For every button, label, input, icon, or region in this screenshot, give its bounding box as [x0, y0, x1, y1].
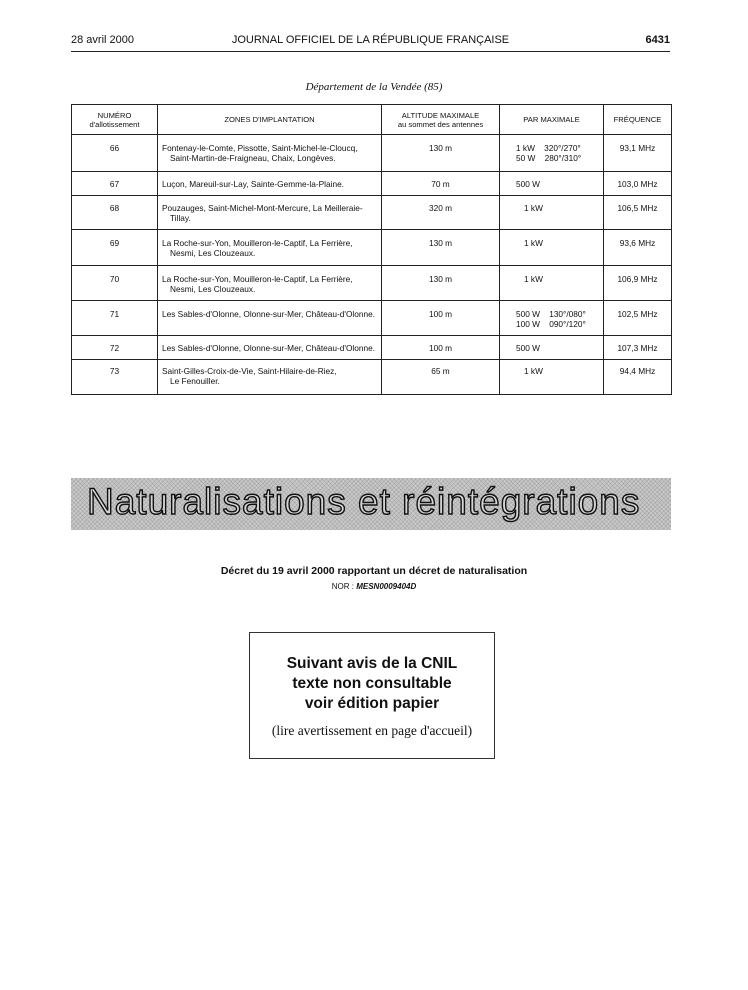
nor-label: NOR :	[331, 582, 357, 591]
cell-zone	[158, 135, 382, 172]
zone-line: Tillay.	[170, 213, 191, 223]
decret-title: Décret du 19 avril 2000 rapportant un décret de naturalisation	[220, 565, 528, 577]
cell-altitude: 100 m	[382, 336, 500, 360]
header-numero-line2: d'allotissement	[89, 119, 140, 129]
cell-numero: 73	[72, 360, 158, 395]
cnil-notice-box	[249, 632, 495, 759]
cell-numero: 68	[72, 196, 158, 230]
header-numero-line1: NUMÉRO	[97, 110, 132, 120]
page-header	[71, 34, 670, 52]
cell-zone	[158, 266, 382, 301]
cell-frequence: 106,5 MHz	[604, 196, 672, 230]
allotment-table	[71, 104, 672, 395]
cell-frequence: 94,4 MHz	[604, 360, 672, 395]
zone-line: Pouzauges, Saint-Michel-Mont-Mercure, La Meilleraie-	[162, 203, 363, 213]
cell-altitude: 100 m	[382, 301, 500, 336]
par-line: 1 kW	[524, 274, 543, 284]
cell-frequence: 93,1 MHz	[604, 135, 672, 172]
cell-par	[500, 360, 604, 395]
par-line: 500 W	[516, 343, 540, 353]
page-number: 6431	[645, 34, 670, 46]
par-line: 100 W 090°/120°	[516, 319, 586, 329]
nor-code: MESN0009404D	[356, 582, 417, 591]
cell-zone	[158, 336, 382, 360]
cell-altitude: 320 m	[382, 196, 500, 230]
cell-par	[500, 135, 604, 172]
table-row	[72, 135, 672, 172]
cell-altitude: 70 m	[382, 172, 500, 196]
table-row	[72, 301, 672, 336]
cell-altitude: 65 m	[382, 360, 500, 395]
zone-line: Le Fenouiller.	[170, 376, 220, 386]
header-altitude	[382, 105, 500, 135]
zone-line: Les Sables-d'Olonne, Olonne-sur-Mer, Château-d'Olonne.	[162, 309, 376, 319]
table-header-row	[72, 105, 672, 135]
journal-title: JOURNAL OFFICIEL DE LA RÉPUBLIQUE FRANÇAISE	[231, 34, 510, 46]
cell-frequence: 102,5 MHz	[604, 301, 672, 336]
cell-numero: 69	[72, 230, 158, 266]
table-row	[72, 266, 672, 301]
header-frequence: FRÉQUENCE	[604, 105, 672, 135]
cnil-line-2: texte non consultable	[292, 675, 452, 692]
cell-zone	[158, 230, 382, 266]
section-title: Naturalisations et réintégrations	[87, 481, 641, 522]
cell-numero: 67	[72, 172, 158, 196]
par-line: 1 kW 320°/270°	[516, 143, 581, 153]
zone-line: La Roche-sur-Yon, Mouilleron-le-Captif, La Ferrière,	[162, 274, 353, 284]
par-line: 1 kW	[524, 366, 543, 376]
par-line: 500 W 130°/080°	[516, 309, 586, 319]
zone-line: Fontenay-le-Comte, Pissotte, Saint-Michel-le-Cloucq,	[162, 143, 358, 153]
table-row	[72, 196, 672, 230]
cell-zone	[158, 172, 382, 196]
zone-line: Saint-Martin-de-Fraigneau, Chaix, Longèves.	[170, 153, 336, 163]
cell-zone	[158, 196, 382, 230]
nor-line	[0, 582, 748, 591]
cell-par	[500, 230, 604, 266]
cell-par	[500, 336, 604, 360]
cell-par	[500, 172, 604, 196]
header-rule	[71, 51, 670, 52]
cell-altitude: 130 m	[382, 135, 500, 172]
zone-line: Nesmi, Les Clouzeaux.	[170, 248, 256, 258]
cell-frequence: 103,0 MHz	[604, 172, 672, 196]
zone-line: Saint-Gilles-Croix-de-Vie, Saint-Hilaire-de-Riez,	[162, 366, 337, 376]
cnil-line-3: voir édition papier	[304, 695, 440, 712]
header-date: 28 avril 2000	[71, 34, 134, 46]
par-line: 1 kW	[524, 203, 543, 213]
header-zones: ZONES D'IMPLANTATION	[158, 105, 382, 135]
cell-zone	[158, 360, 382, 395]
cell-numero: 71	[72, 301, 158, 336]
par-line: 500 W	[516, 179, 540, 189]
cell-frequence: 107,3 MHz	[604, 336, 672, 360]
cell-numero: 72	[72, 336, 158, 360]
cell-zone	[158, 301, 382, 336]
cell-altitude: 130 m	[382, 230, 500, 266]
cell-frequence: 106,9 MHz	[604, 266, 672, 301]
cell-par	[500, 301, 604, 336]
cell-frequence: 93,6 MHz	[604, 230, 672, 266]
zone-line: Luçon, Mareuil-sur-Lay, Sainte-Gemme-la-Plaine.	[162, 179, 344, 189]
table-row	[72, 336, 672, 360]
cnil-line-4: (lire avertissement en page d'accueil)	[271, 723, 473, 738]
table-row	[72, 230, 672, 266]
cell-altitude: 130 m	[382, 266, 500, 301]
cnil-line-1: Suivant avis de la CNIL	[286, 655, 458, 672]
cell-numero: 70	[72, 266, 158, 301]
header-altitude-line1: ALTITUDE MAXIMALE	[401, 110, 480, 120]
table-row	[72, 172, 672, 196]
cell-par	[500, 266, 604, 301]
zone-line: Les Sables-d'Olonne, Olonne-sur-Mer, Château-d'Olonne.	[162, 343, 376, 353]
cell-numero: 66	[72, 135, 158, 172]
header-par: PAR MAXIMALE	[500, 105, 604, 135]
zone-line: La Roche-sur-Yon, Mouilleron-le-Captif, La Ferrière,	[162, 238, 353, 248]
table-row	[72, 360, 672, 395]
section-banner	[71, 478, 671, 530]
header-numero	[72, 105, 158, 135]
header-altitude-line2: au sommet des antennes	[397, 119, 484, 129]
cell-par	[500, 196, 604, 230]
par-line: 1 kW	[524, 238, 543, 248]
zone-line: Nesmi, Les Clouzeaux.	[170, 284, 256, 294]
par-line: 50 W 280°/310°	[516, 153, 582, 163]
department-title: Département de la Vendée (85)	[305, 81, 443, 93]
